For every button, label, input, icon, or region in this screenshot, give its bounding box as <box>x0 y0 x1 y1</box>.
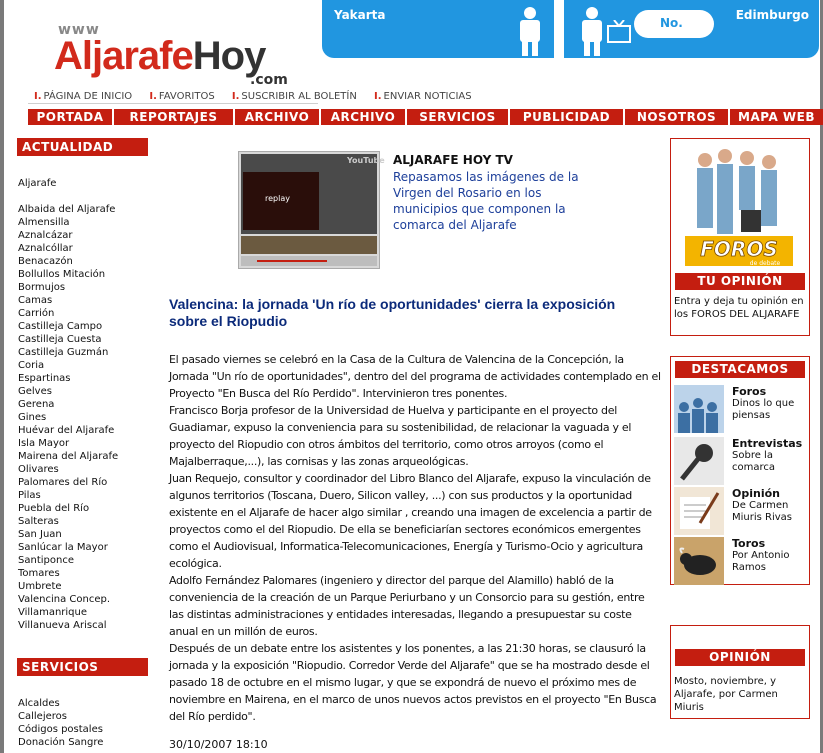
sidebar-town-item[interactable]: Castilleja Cuesta <box>18 334 102 345</box>
sidebar-town-item[interactable]: Gelves <box>18 386 52 397</box>
pen-writing-icon <box>674 487 724 535</box>
sidebar-town-item[interactable]: Umbrete <box>18 581 62 592</box>
person-icon <box>512 6 552 56</box>
destacamos-item-title: Toros <box>732 537 766 550</box>
article-date: 30/10/2007 18:10 <box>169 738 268 751</box>
nav-mapa-web[interactable]: MAPA WEB <box>738 110 815 124</box>
sidebar-town-item[interactable]: Salteras <box>18 516 59 527</box>
destacamos-foros[interactable] <box>672 383 810 439</box>
sidebar-town-item[interactable]: Gines <box>18 412 47 423</box>
sidebar-town-item[interactable]: Benacazón <box>18 256 73 267</box>
article-paragraph: Adolfo Fernández Palomares (ingeniero y director del parque del Alamillo) habló de la conveniencia de la creación de un Parque Periurbano y un Consorcio para su gestión, entre las distintas administraciones y entidades interesadas, llegando a presupuestar su coste anual en un millón de euros. <box>169 574 645 638</box>
towns-group <box>18 203 158 632</box>
sidebar-town-item[interactable]: Castilleja Campo <box>18 321 103 332</box>
sidebar-town-item[interactable]: Mairena del Aljarafe <box>18 451 119 462</box>
sidebar-town-item[interactable]: Bollullos Mitación <box>18 269 106 280</box>
banner-city-left: Yakarta <box>334 8 386 22</box>
article-paragraph: El pasado viernes se celebró en la Casa de la Cultura de Valencina de la Concepción, la Jornada "Un río de oportunidades", dentro del del programa de actividades contemplado en el Proyecto "En Busca del Río Perdido". Intervinieron tres ponentes. <box>169 353 661 400</box>
top-links <box>34 91 486 102</box>
banner-city-right: Edimburgo <box>735 8 809 22</box>
replay-label[interactable]: replay <box>265 194 290 203</box>
link-home[interactable]: I. PÁGINA DE INICIO <box>34 91 133 102</box>
logo-www: www <box>58 22 100 38</box>
destacamos-item-sub: Por Antonio Ramos <box>732 550 790 573</box>
microphone-icon <box>674 437 724 485</box>
article-body <box>169 351 661 725</box>
youtube-logo: YouTube <box>347 156 385 165</box>
site-logo[interactable] <box>28 2 318 92</box>
link-favorites[interactable]: I. FAVORITOS <box>149 91 215 102</box>
logo-brand: AljarafeHoy <box>54 34 266 78</box>
banner-divider <box>554 0 564 58</box>
nav-archivo-2[interactable]: ARCHIVO <box>321 109 407 125</box>
destacamos-item-title: Opinión <box>732 487 780 500</box>
tv-video-thumbnail[interactable] <box>238 151 385 269</box>
nav-reportajes[interactable]: REPORTAJES <box>114 109 235 125</box>
destacamos-header: DESTACAMOS <box>675 361 805 378</box>
main-nav <box>28 109 823 125</box>
sidebar-town-item[interactable]: Aznalcóllar <box>18 243 73 254</box>
nav-servicios[interactable]: SERVICIOS <box>407 109 510 125</box>
article-headline: Valencina: la jornada 'Un río de oportunidades' cierra la exposición sobre el Riopudio <box>169 296 616 329</box>
player-controls[interactable] <box>241 256 377 266</box>
actualidad-header: ACTUALIDAD <box>17 138 148 156</box>
article-paragraph: Después de un debate entre los asistentes y los ponentes, a las 21:30 horas, se clausuró la jornada y la exposición "Riopudio. Corredor Verde del Aljarafe" que se ha mostrado desde el pasado 18 de octubre en el mismo lugar, y que se expondrá de nuevo el próximo mes de noviembre en Mairena, en el marco de unos nuevos actos previstos en el proyecto "En Busca del Río perdido". <box>169 642 657 723</box>
destacamos-opinion[interactable] <box>672 485 810 541</box>
link-subscribe[interactable]: I. SUSCRIBIR AL BOLETÍN <box>231 91 357 102</box>
logo-divider <box>28 103 318 104</box>
foros-box[interactable] <box>670 138 810 336</box>
svg-text:de debate: de debate <box>749 260 781 266</box>
nav-portada[interactable]: PORTADA <box>28 109 114 125</box>
ad-banner[interactable] <box>322 0 819 58</box>
servicios-item[interactable]: Donación Sangre <box>18 737 104 748</box>
servicios-item[interactable]: Alcaldes <box>18 698 60 709</box>
sidebar-town-item[interactable]: Aznalcázar <box>18 230 73 241</box>
nav-publicidad[interactable]: PUBLICIDAD <box>510 109 625 125</box>
related-videos-strip[interactable] <box>241 236 377 254</box>
sidebar-town-item[interactable]: Puebla del Río <box>18 503 90 514</box>
logo-com: .com <box>250 72 288 88</box>
nav-nosotros[interactable]: NOSOTROS <box>625 109 730 125</box>
opinion-header: OPINIÓN <box>675 649 805 666</box>
destacamos-item-sub: De Carmen Miuris Rivas <box>732 500 793 523</box>
opinion-link[interactable]: Mosto, noviembre, y Aljarafe, por Carmen Miuris <box>674 676 778 713</box>
tu-opinion-text[interactable]: Entra y deja tu opinión en los FOROS DEL ALJARAFE <box>674 296 804 320</box>
tu-opinion-header: TU OPINIÓN <box>675 273 805 290</box>
sidebar-town-item[interactable]: Olivares <box>18 464 59 475</box>
towns-list <box>18 177 158 632</box>
sidebar-item-aljarafe[interactable]: Aljarafe <box>18 178 57 189</box>
destacamos-box <box>670 356 810 585</box>
destacamos-item-sub: Sobre la comarca <box>732 450 776 473</box>
sidebar-town-item[interactable]: Albaida del Aljarafe <box>18 204 116 215</box>
nav-archivo[interactable]: ARCHIVO <box>235 109 321 125</box>
servicios-list <box>18 697 103 749</box>
sidebar-town-item[interactable]: Almensilla <box>18 217 70 228</box>
sidebar-town-item[interactable]: Santiponce <box>18 555 74 566</box>
sidebar-town-item[interactable]: Bormujos <box>18 282 66 293</box>
destacamos-toros[interactable] <box>672 535 810 591</box>
svg-text:FOROS: FOROS <box>700 237 778 261</box>
destacamos-entrevistas[interactable] <box>672 435 810 491</box>
foros-group-photo <box>685 144 793 266</box>
sidebar-town-item[interactable]: Espartinas <box>18 373 71 384</box>
sidebar-town-item[interactable]: Camas <box>18 295 53 306</box>
servicios-header: SERVICIOS <box>17 658 148 676</box>
destacamos-item-sub: Dinos lo que piensas <box>732 398 795 421</box>
tv-description-link[interactable]: Repasamos las imágenes de la Virgen del Rosario en los municipios que componen la comarca del Aljarafe <box>393 170 579 232</box>
sidebar-town-item[interactable]: Coria <box>18 360 45 371</box>
opinion-box <box>670 625 810 719</box>
destacamos-item-title: Entrevistas <box>732 437 803 450</box>
sidebar-town-item[interactable]: Tomares <box>18 568 60 579</box>
servicios-item[interactable]: Callejeros <box>18 711 67 722</box>
progress-bar[interactable] <box>257 260 327 262</box>
sidebar-town-item[interactable]: Sanlúcar la Mayor <box>18 542 108 553</box>
sidebar-town-item[interactable]: Carrión <box>18 308 55 319</box>
sidebar-town-item[interactable]: Villamanrique <box>18 607 88 618</box>
tv-title: ALJARAFE HOY TV <box>393 153 513 167</box>
sidebar-town-item[interactable]: Gerena <box>18 399 55 410</box>
sidebar-town-item[interactable]: San Juan <box>18 529 62 540</box>
destacamos-item-title: Foros <box>732 385 767 398</box>
speech-bubble-text: No. <box>660 16 683 30</box>
sidebar-town-item[interactable]: Pilas <box>18 490 41 501</box>
foros-audience-icon <box>674 385 724 433</box>
sidebar-town-item[interactable]: Valencina Concep. <box>18 594 110 605</box>
sidebar-town-item[interactable]: Huévar del Aljarafe <box>18 425 115 436</box>
bull-icon <box>674 537 724 585</box>
sidebar-town-item[interactable]: Castilleja Guzmán <box>18 347 109 358</box>
article-paragraph: Francisco Borja profesor de la Universidad de Huelva y participante en el proyecto del Guadiamar, expuso la conveniencia para su sostenibilidad, de relacionar la vaguada y el proyecto del Riopudio con otros ámbitos del territorio, como otros arroyos (como el Majalberraque,...), las cornisas y las zonas arqueológicas. <box>169 404 632 468</box>
sidebar-town-item[interactable]: Villanueva Ariscal <box>18 620 107 631</box>
tv-icon <box>606 20 634 50</box>
sidebar-town-item[interactable]: Isla Mayor <box>18 438 70 449</box>
page-frame-left <box>0 0 4 753</box>
servicios-item[interactable]: Códigos postales <box>18 724 103 735</box>
link-send-news[interactable]: I. ENVIAR NOTICIAS <box>374 91 472 102</box>
sidebar-town-item[interactable]: Palomares del Río <box>18 477 108 488</box>
article-paragraph: Juan Requejo, consultor y coordinador del Libro Blanco del Aljarafe, expuso la vinculación de algunos territorios (Toscana, Duero, Silicon valley, ...) con sus productos y la oportunidad existente en el Aljarafe de hacer algo similar , creando una imagen de excelencia a partir de proyectos como el del Riopudio. De ella se beneficiarían sectores económicos emergentes como el Audiovisual, Informatica-Telecomunicaciones, Energía y Turismo-Ocio y agricultura ecológica. <box>169 472 652 570</box>
